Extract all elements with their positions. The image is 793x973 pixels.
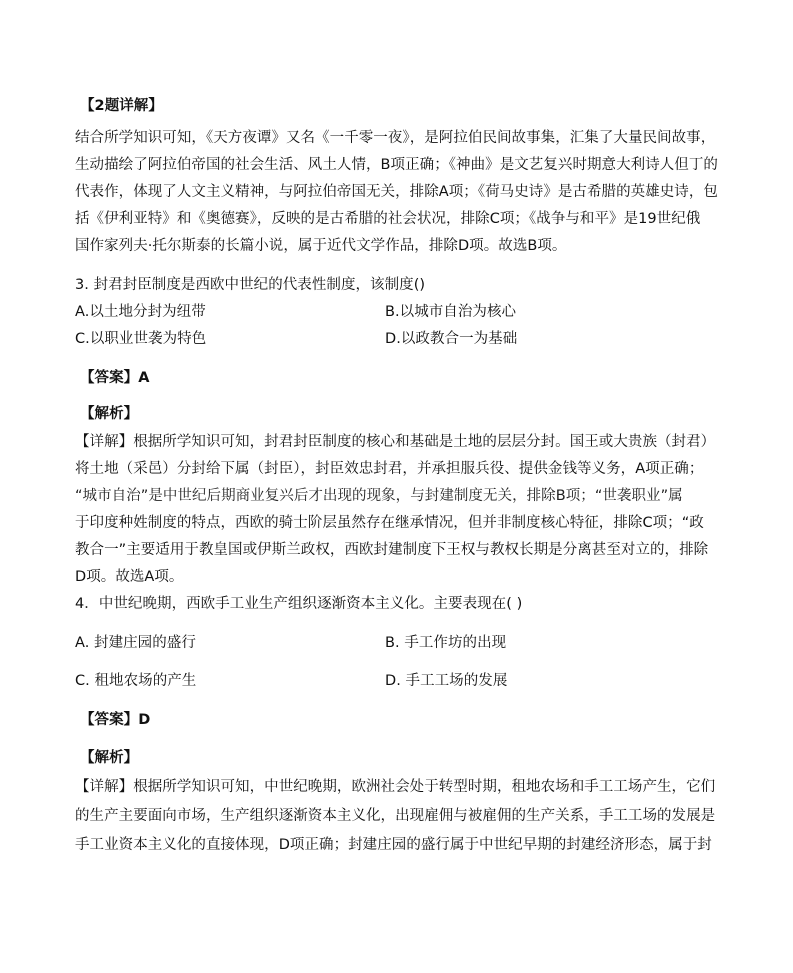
q2-line-3: 代表作，体现了人文主义精神，与阿拉伯帝国无关，排除A项；《荷马史诗》是古希腊的英雄史诗，包 [75, 184, 718, 200]
q3-answer: 【答案】A [80, 370, 150, 386]
q2-line-4: 括《伊利亚特》和《奥德赛》，反映的是古希腊的社会状况，排除C项；《战争与和平》是19世纪俄 [75, 211, 701, 227]
q3-option-d: D.以政教合一为基础 [385, 331, 518, 347]
q3-option-b: B.以城市自治为核心 [385, 304, 517, 320]
q3-explanation-4: 于印度种姓制度的特点，西欧的骑士阶层虽然存在继承情况，但并非制度核心特征，排除C项；“政 [75, 515, 704, 531]
q2-line-5: 国作家列夫·托尔斯泰的长篇小说，属于近代文学作品，排除D项。故选B项。 [75, 238, 567, 254]
q3-analysis-label: 【解析】 [80, 406, 139, 422]
q4-option-b: B. 手工作坊的出现 [385, 635, 507, 651]
q2-heading: 【2题详解】 [80, 98, 163, 114]
q3-stem: 3. 封君封臣制度是西欧中世纪的代表性制度，该制度() [75, 277, 426, 293]
q3-option-a: A.以土地分封为纽带 [75, 304, 206, 320]
q4-option-a: A. 封建庄园的盛行 [75, 635, 196, 651]
q4-analysis-label: 【解析】 [80, 750, 139, 766]
q3-explanation-2: 将土地（采邑）分封给下属（封臣），封臣效忠封君，并承担服兵役、提供金钱等义务，A项正确； [75, 461, 704, 477]
q4-explanation-3: 手工业资本主义化的直接体现，D项正确；封建庄园的盛行属于中世纪早期的封建经济形态，属于封 [75, 837, 712, 853]
q2-line-1: 结合所学知识可知，《天方夜谭》又名《一千零一夜》，是阿拉伯民间故事集，汇集了大量民间故事， [75, 130, 716, 146]
q3-explanation-5: 教合一”主要适用于教皇国或伊斯兰政权，西欧封建制度下王权与教权长期是分离甚至对立的，排除 [75, 542, 709, 558]
q3-explanation-1: 【详解】根据所学知识可知，封君封臣制度的核心和基础是土地的层层分封。国王或大贵族（封君） [75, 434, 716, 450]
q4-answer: 【答案】D [80, 712, 151, 728]
q3-explanation-6: D项。故选A项。 [75, 569, 184, 585]
q4-explanation-2: 的生产主要面向市场，生产组织逐渐资本主义化，出现雇佣与被雇佣的生产关系，手工工场的发展是 [75, 808, 716, 824]
q4-option-d: D. 手工工场的发展 [385, 673, 508, 689]
q4-explanation-1: 【详解】根据所学知识可知，中世纪晚期，欧洲社会处于转型时期，租地农场和手工工场产生，它们 [75, 779, 716, 795]
q4-stem: 4．中世纪晚期，西欧手工业生产组织逐渐资本主义化。主要表现在( ) [75, 596, 523, 612]
q2-line-2: 生动描绘了阿拉伯帝国的社会生活、风土人情，B项正确；《神曲》是文艺复兴时期意大利诗人但丁的 [75, 157, 718, 173]
q3-explanation-3: “城市自治”是中世纪后期商业复兴后才出现的现象，与封建制度无关，排除B项；“世袭职业”属 [75, 488, 683, 504]
q4-option-c: C. 租地农场的产生 [75, 673, 197, 689]
q3-option-c: C.以职业世袭为特色 [75, 331, 207, 347]
